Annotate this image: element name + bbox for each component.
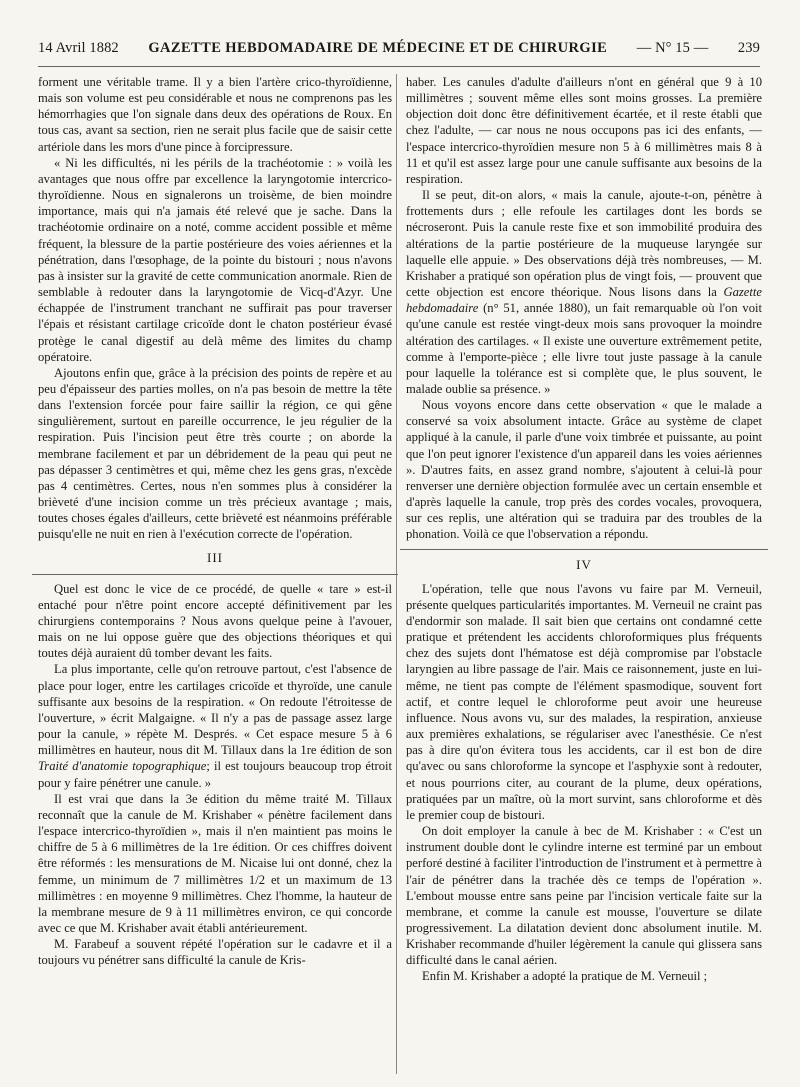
paragraph-text: Il se peut, dit-on alors, « mais la canule, ajoute-t-on, pénètre à frottements durs ; elle refoule les cartilages dont les bords se nécroseront. Puis la canule reste fixe et son immobilité produira des altérations de la partie postérieure de la muqueuse laryngée sur laquelle elle appuie. » Des observations déjà très nombreuses, — M. Krishaber a pratiqué son opération plus de vingt fois, — prouvent que cette objection est encore théorique. Nous lisons dans la <box>406 188 762 300</box>
paragraph: « Ni les difficultés, ni les périls de la trachéotomie : » voilà les avantages que nous offre par excellence la laryngotomie intercrico-thyroïdienne. Nous en signalerons un troisème, de bien moindre importance, mais qui n'a jamais été relevé que je sache. Dans la trachéotomie ordinaire on a noté, comme accident possible et même fréquent, la blessure de la partie postérieure des voies aériennes et la pénétration, dans l'œsophage, de la pointe du bistouri ; nous n'avons pas à insister sur la gravité de cette communication anormale. Rien de semblable à redouter dans la laryngotomie de Vicq-d'Azyr. Une échappée de l'instrument tranchant ne suffirait pas pour traverser l'épais et résistant cartilage cricoïde dont le chaton postérieur évasé protège le canal digestif au delà même des limites du champ opératoire. <box>38 155 392 364</box>
paragraph-text: ; il est toujours beaucoup trop étroit pour y faire pénétrer une canule. » <box>38 759 392 790</box>
section-rule <box>32 574 398 575</box>
right-column <box>406 74 762 985</box>
paragraph: M. Farabeuf a souvent répété l'opération sur le cadavre et il a toujours vu pénétrer sans difficulté la canule de Kris- <box>38 937 392 968</box>
paragraph: L'opération, telle que nous l'avons vu faire par M. Verneuil, présente quelques particularités importantes. M. Verneuil ne craint pas d'endormir son malade. Il sait bien que certains ont condamné cette pratique et prétendent les accidents chloroformiques plus fréquents chez des sujets dont l'hématose est déjà compromise par l'obstacle laryngien au libre passage de l'air. Mais ce raisonnement, juste en lui-même, ne tient pas compte de l'élément spasmodique, souvent fort actif, et contre lequel le chloroforme peut avoir une heureuse influence. Nous avons vu, sur des malades, la respiration, anxieuse aux premières exhalations, se régulariser avec l'anesthésie. Ce n'est pas à dire qu'on évitera tous les accidents, car il est bon de dire qu'avec ou sans chloroforme la syncope et l'asphyxie sont à redouter, et nous pourrions citer, au courant de la plume, deux opérations, pratiquées par un maître, où la mort survint, sans chloroforme et dès le premier coup de bistouri. <box>406 581 762 822</box>
paragraph: forment une véritable trame. Il y a bien l'artère crico-thyroïdienne, mais son volume est peu considérable et nous ne comprenons pas les hémorrhagies que l'on signale dans deux des opérations de Roux. En tous cas, avant sa section, rien ne serait plus facile que de saisir cette artériole dans les mors d'une pince à forcipressure. <box>38 75 392 154</box>
paragraph: Il est vrai que dans la 3e édition du même traité M. Tillaux reconnaît que la canule de M. Krishaber « pénètre facilement dans l'espace intercrico-thyroïdien », mais il n'en maintient pas moins le chiffre de 5 à 6 millimètres de la 1re édition. Or ces chiffres doivent être réformés : les mensurations de M. Nicaise lui ont donné, chez la femme, un minimum de 7 millimètres 1/2 et un maximum de 13 millimètres : en moyenne 9 millimètres. Chez l'homme, la hauteur de la membrane mesure de 9 à 11 millimètres environ, ce qui concorde avec ce que M. Krishaber avait établi antérieurement. <box>38 791 392 935</box>
header-journal-title: GAZETTE HEBDOMADAIRE DE MÉDECINE ET DE CHIRURGIE <box>148 40 608 56</box>
paragraph-text: La plus importante, celle qu'on retrouve partout, c'est l'absence de place pour loger, entre les cartilages cricoïde et thyroïde, une canule suffisante aux besoins de la respiration. « On redoute l'étroitesse de l'ouverture, » écrit Malgaigne. « Il n'y a pas de passage assez large pour la canule, » répète M. Després. « Cet espace mesure 5 à 6 millimètres en hauteur, nous dit M. Tillaux dans la 1re édition de son <box>38 662 392 758</box>
journal-citation: Gazette hebdomadaire <box>406 285 762 316</box>
header-date: 14 Avril 1882 <box>38 40 119 56</box>
paragraph: On doit employer la canule à bec de M. Krishaber : « C'est un instrument double dont le cylindre interne est terminé par un embout perforé destiné à faciliter l'introduction de l'instrument et à permettre à l'air de pénétrer dans la trachée dès ce temps de l'opération ». L'embout mousse entre sans peine par l'incision verticale faite sur la membrane, et comme la canule est mousse, l'ouverture se dilate progressivement. La dilatation devient donc absolument inutile. M. Krishaber recommande d'huiler légèrement la canule qui glissera sans difficulté dans le canal aérien. <box>406 824 762 968</box>
section-heading-IV: IV <box>576 556 592 572</box>
paragraph <box>406 187 762 397</box>
paragraph: Quel est donc le vice de ce procédé, de quelle « tare » est-il entaché pour n'être point encore accepté définitivement par les chirurgiens contemporains ? Nous avons quelque peine à l'avouer, mais on ne lui oppose guère que des objections théoriques et qui toutes déjà auraient dû tomber devant les faits. <box>38 581 392 661</box>
section-heading-III: III <box>207 549 223 565</box>
paragraph: Ajoutons enfin que, grâce à la précision des points de repère et au peu d'épaisseur des parties molles, on n'a pas besoin de mettre la tête dans l'extension forcée pour faire saillir la région, ce qui gêne singulièrement, surtout en pareille occurrence, le jeu régulier de la respiration. Puis l'incision peut être très courte ; on aborde la membrane facilement et par un débridement de la peau qui peut ne pas dépasser 3 centimètres et qui, même chez les gens gras, n'excède pas 4 centimètres. Certes, nous n'en sommes plus à considérer la brièveté d'une incision comme un très précieux avantage ; mais, toutes choses égales d'ailleurs, cette brièveté est néanmoins préférable puisqu'elle ne nuit en rien à l'exécution correcte de l'opération. <box>38 365 392 542</box>
header-page-number: 239 <box>737 40 760 56</box>
header-issue: — N° 15 — <box>636 40 709 56</box>
paragraph: Nous voyons encore dans cette observation « que le malade a conservé sa voix absolument intacte. Grâce au système de clapet appliqué à la canule, il parle d'une voix timbrée et puissante, au point que l'on peut ignorer l'existence d'un appareil dans les voies aériennes ». D'autres faits, en assez grand nombre, s'ajoutent à celui-là pour renverser une dernière objection formulée avec un certain ensemble et d'après laquelle la canule, trop près des cordes vocales, provoquera, sur ces replis, une altération qui se traduira par des troubles de la phonation. Voilà ce que l'observation a répondu. <box>406 398 762 542</box>
header-rule <box>38 66 760 67</box>
page-header <box>38 40 760 64</box>
paragraph-text: (n° 51, année 1880), un fait remarquable où l'on voit qu'une canule est restée vingt-deux mois sans provoquer la moindre altération des cartilages. « Il existe une ouverture extrêmement petite, comme à l'emporte-pièce ; elle livre tout juste passage à la canule pour laquelle la tolérance est si complète que, le plus souvent, le malade oublie sa présence. » <box>406 301 762 396</box>
book-title: Traité d'anatomie topographique <box>38 759 207 774</box>
left-column <box>38 74 392 968</box>
paragraph: haber. Les canules d'adulte d'ailleurs n'ont en général que 9 à 10 millimètres ; souvent même elles sont moins grosses. La première objection doit donc être définitivement écartée, et il reste établi que chez l'adulte, — car nous ne nous occupons pas ici des enfants, — l'espace intercrico-thyroïdien mesure non 5 à 6 millimètres mais 8 à 11 et qu'il est assez large pour une canule suffisante aux besoins de la respiration. <box>406 75 762 186</box>
paragraph <box>38 661 392 790</box>
paragraph: Enfin M. Krishaber a adopté la pratique de M. Verneuil ; <box>422 969 708 984</box>
section-rule <box>400 549 768 550</box>
